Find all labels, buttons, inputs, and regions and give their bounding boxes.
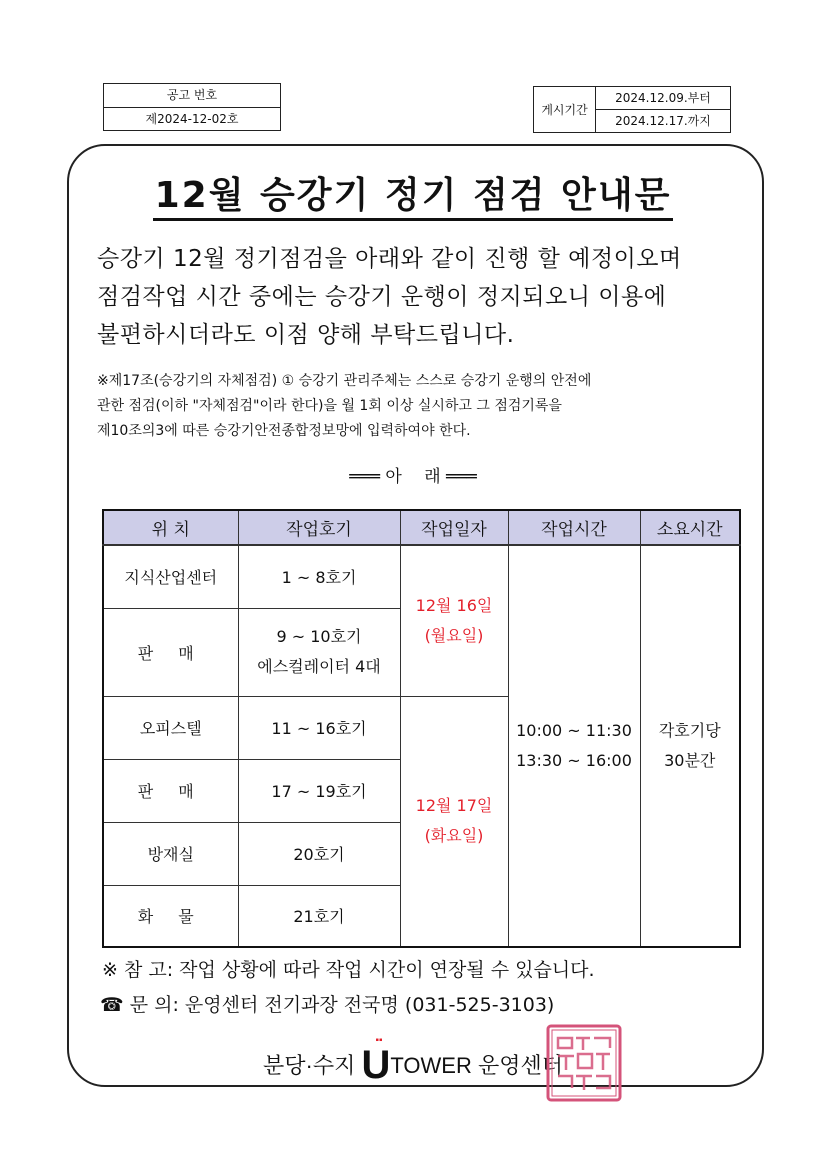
official-seal-icon (546, 1024, 622, 1102)
work-time-line: 10:00 ~ 11:30 (516, 721, 632, 740)
u-logo-icon (361, 1035, 391, 1088)
posting-period-dates (596, 87, 730, 132)
date-2-day: (화요일) (424, 826, 484, 846)
law-line: ※제17조(승강기의 자체점검) ① 승강기 관리주체는 스스로 승강기 운행의 안전에 (97, 373, 592, 389)
posting-period-label: 게시기간 (534, 87, 596, 132)
inquiry-text: ☎ 문 의: 운영센터 전기과장 전국명 (031-525-3103) (100, 994, 555, 1016)
cell-location: 판 매 (103, 608, 238, 696)
logo-dots-icon: ▪▪ (375, 1035, 383, 1046)
schedule-table (102, 509, 741, 948)
cell-units: 11 ~ 16호기 (238, 696, 400, 759)
cell-location: 지식산업센터 (103, 545, 238, 608)
notice-number-box (103, 83, 281, 131)
intro-line: 승강기 12월 정기점검을 아래와 같이 진행 할 예정이오며 (97, 246, 682, 272)
posting-period-box (533, 86, 731, 133)
law-line: 제10조의3에 따른 승강기안전종합정보망에 입력하여야 한다. (97, 423, 471, 439)
cell-units (238, 608, 400, 696)
notice-number-value: 제2024-12-02호 (145, 112, 239, 126)
page-title-text: 12월 승강기 정기 점검 안내문 (153, 175, 674, 221)
units-line: 9 ~ 10호기 (276, 627, 362, 646)
duration-line: 각호기당 (658, 721, 721, 740)
table-row (103, 545, 740, 608)
footer-u-letter: U (361, 1043, 391, 1087)
footer-logo (0, 1035, 826, 1088)
note-text: ※ 참 고: 작업 상황에 따라 작업 시간이 연장될 수 있습니다. (102, 959, 595, 981)
cell-units: 17 ~ 19호기 (238, 759, 400, 822)
cell-units: 20호기 (238, 822, 400, 885)
cell-units: 21호기 (238, 885, 400, 947)
header-date: 작업일자 (400, 510, 508, 545)
date-2-date: 12월 17일 (415, 796, 493, 816)
section-divider-label: ═══ 아 래 ═══ (349, 467, 477, 487)
units-line: 에스컬레이터 4대 (257, 657, 381, 676)
posting-period-from: 2024.12.09.부터 (596, 87, 730, 110)
header-time: 작업시간 (508, 510, 640, 545)
intro-line: 불편하시더라도 이점 양해 부탁드립니다. (97, 322, 515, 348)
cell-location: 화 물 (103, 885, 238, 947)
page-title (0, 167, 826, 218)
cell-date-2 (400, 696, 508, 947)
duration-line: 30분간 (664, 751, 716, 770)
cell-duration (640, 545, 740, 947)
cell-units: 1 ~ 8호기 (238, 545, 400, 608)
header-units: 작업호기 (238, 510, 400, 545)
cell-location: 판 매 (103, 759, 238, 822)
law-line: 관한 점검(이하 "자체점검"이라 한다)을 월 1회 이상 실시하고 그 점검기록을 (97, 398, 562, 414)
cell-location: 방재실 (103, 822, 238, 885)
posting-period-to: 2024.12.17.까지 (615, 114, 711, 128)
date-1-date: 12월 16일 (415, 595, 493, 615)
date-1-day: (월요일) (424, 625, 484, 645)
table-header-row (103, 510, 740, 545)
cell-date-1 (400, 545, 508, 696)
notice-number-label: 공고 번호 (104, 84, 280, 108)
header-duration: 소요시간 (640, 510, 740, 545)
intro-line: 점검작업 시간 중에는 승강기 운행이 정지되오니 이용에 (97, 284, 667, 310)
header-location: 위 치 (103, 510, 238, 545)
cell-location: 오피스텔 (103, 696, 238, 759)
law-reference (97, 369, 737, 444)
footer-suffix: TOWER 운영센터 (390, 1053, 563, 1078)
cell-work-time (508, 545, 640, 947)
work-time-line: 13:30 ~ 16:00 (516, 751, 632, 770)
intro-paragraph (97, 240, 737, 354)
footer-prefix: 분당·수지 (263, 1053, 356, 1078)
